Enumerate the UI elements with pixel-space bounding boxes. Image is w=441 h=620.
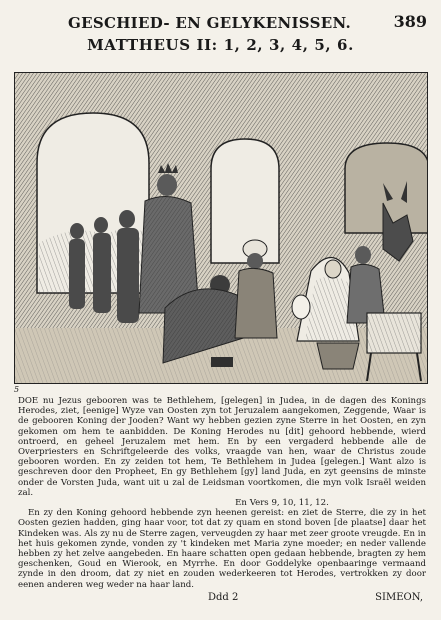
paragraph-matthew-2-9-12: En zy den Koning gehoord hebbende zyn heenen gereist: en ziet de Sterre, die zy in het Oosten gezien hadden, ging haar voor, tot dat zy quam en stond boven [de plaatse] daar het Kindeken was. Als zy nu de Sterre zagen, verveugden zy haar met zeer groote vreugde. En in het huis gekomen zynde, vonden zy 't kindeken met Maria zyne moeder; en neder vallende hebben zy het zelve aangebeden. En haare schatten open gedaan hebbende, bragten zy hem geschenken, Goud en Wierook, en Myrrhe. En door Goddelyke openbaaringe vermaand zynde in den droom, dat zy niet en zouden wederkeeren tot Herodes, vertrokken zy door eenen anderen weg weder na haar land. bbox=[18, 508, 426, 590]
page-header bbox=[0, 14, 441, 36]
running-title: GESCHIED- EN GELYKENISSEN. bbox=[68, 14, 352, 32]
bible-text bbox=[18, 396, 426, 590]
paragraph-matthew-2-1-6: DOE nu Jezus gebooren was te Bethlehem, [gelegen] in Judea, in de dagen des Konings Herodes, ziet, [eenige] Wyze van Oosten zyn tot Jeruzalem aangekomen, Zeggende, Waar is de gebooren Koning der Jooden? Want wy hebben gezien zyne Sterre in het Oosten, en zyn gekomen om hem te aanbidden. De Koning Herodes nu [dit] gehoord hebbende, wierd ontroerd, en geheel Jeruzalem met hem. En by een vergaderd hebbende alle de Overpriesters en Schriftgeleerde des volks, vraagde van hen, waar de Christus zoude gebooren worden. En zy zeiden tot hem, Te Bethlehem in Judea [gelegen.] Want alzo is geschreven door den Propheet, En gy Bethlehem [gy] land Juda, en zyt geensins de minste onder de Vorsten Juda, want uit u zal de Leidsman voortkomen, die myn volk Israël weiden zal. bbox=[18, 396, 426, 498]
page-footer bbox=[0, 592, 441, 606]
signature-mark: Ddd 2 bbox=[208, 592, 239, 603]
section-reference: MATTHEUS II: 1, 2, 3, 4, 5, 6. bbox=[87, 36, 354, 54]
verse-reference: En Vers 9, 10, 11, 12. bbox=[235, 498, 329, 509]
gift-casket bbox=[211, 357, 233, 367]
plate-mark: 5 bbox=[14, 385, 20, 394]
adoration-engraving bbox=[14, 72, 428, 384]
page-number: 389 bbox=[393, 12, 427, 31]
procession-figures bbox=[69, 210, 139, 323]
engraving-drawing bbox=[15, 73, 428, 384]
basket bbox=[317, 343, 359, 369]
catchword: SIMEON, bbox=[375, 592, 423, 603]
